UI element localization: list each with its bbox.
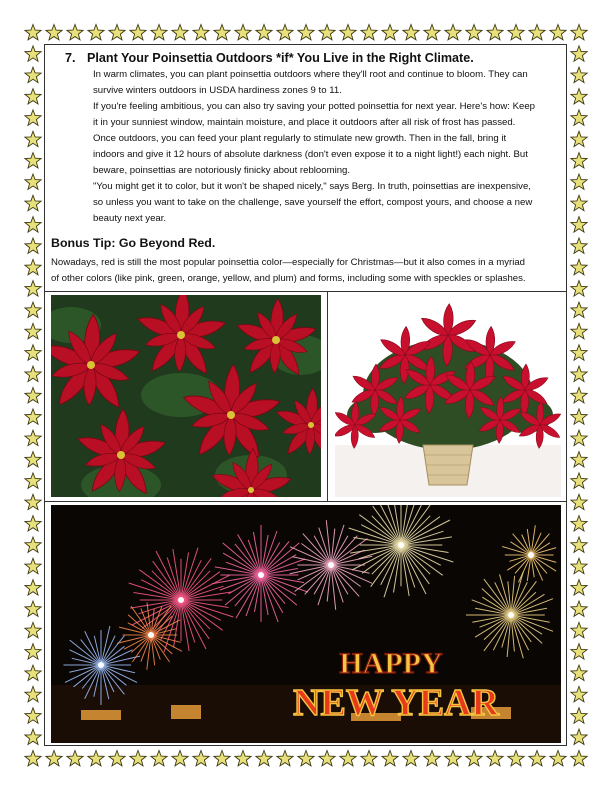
border-star-icon	[466, 25, 482, 40]
border-star-icon	[25, 430, 41, 445]
border-star-icon	[172, 25, 188, 40]
border-star-icon	[151, 25, 167, 40]
section-7-line: Once outdoors, you can feed your plant regularly to stimulate new growth. Then in the fall, bring it	[93, 133, 507, 144]
border-star-icon	[25, 110, 41, 125]
banner-new-year: NEW YEAR	[293, 682, 499, 724]
border-star-icon	[214, 25, 230, 40]
border-star-icon	[403, 751, 419, 766]
border-star-icon	[571, 751, 587, 766]
border-star-icon	[25, 580, 41, 595]
border-star-icon	[382, 751, 398, 766]
border-star-icon	[25, 494, 41, 509]
border-star-icon	[571, 558, 587, 573]
border-star-icon	[571, 494, 587, 509]
border-star-icon	[88, 751, 104, 766]
border-star-icon	[256, 25, 272, 40]
border-star-icon	[25, 25, 41, 40]
border-star-icon	[571, 46, 587, 61]
border-star-icon	[214, 751, 230, 766]
border-star-icon	[235, 751, 251, 766]
border-star-icon	[25, 238, 41, 253]
border-star-icon	[529, 25, 545, 40]
section-7-line: "You might get it to color, but it won't be shaped nicely," says Berg. In truth, poinsettias are inexpensive,	[93, 181, 531, 192]
section-7-title: Plant Your Poinsettia Outdoors *if* You Live in the Right Climate.	[87, 51, 474, 65]
border-star-icon	[571, 217, 587, 232]
border-star-icon	[25, 537, 41, 552]
border-star-icon	[571, 409, 587, 424]
border-star-icon	[382, 25, 398, 40]
border-star-icon	[361, 751, 377, 766]
text-section	[45, 45, 566, 291]
border-star-icon	[151, 751, 167, 766]
bonus-tip-heading: Bonus Tip: Go Beyond Red.	[51, 236, 216, 250]
poinsettia-closeup-photo	[51, 295, 321, 497]
border-star-icon	[25, 281, 41, 296]
border-star-icon	[25, 452, 41, 467]
border-star-icon	[25, 686, 41, 701]
border-star-icon	[571, 345, 587, 360]
border-star-icon	[571, 131, 587, 146]
border-star-icon	[130, 25, 146, 40]
section-7-number: 7.	[65, 51, 76, 65]
border-star-icon	[25, 601, 41, 616]
border-star-icon	[550, 751, 566, 766]
border-star-icon	[571, 238, 587, 253]
border-star-icon	[25, 67, 41, 82]
border-star-icon	[571, 323, 587, 338]
border-star-icon	[25, 751, 41, 766]
border-star-icon	[445, 751, 461, 766]
section-7-line: If you're feeling ambitious, you can also try saving your potted poinsettia for next year. Here's how: Keep	[93, 101, 536, 112]
border-star-icon	[508, 751, 524, 766]
border-star-icon	[193, 751, 209, 766]
border-star-icon	[571, 430, 587, 445]
border-star-icon	[571, 686, 587, 701]
border-star-icon	[445, 25, 461, 40]
border-star-icon	[466, 751, 482, 766]
border-star-icon	[571, 537, 587, 552]
border-star-icon	[25, 644, 41, 659]
border-star-icon	[508, 25, 524, 40]
section-7-line: beauty next year.	[93, 213, 167, 224]
border-star-icon	[25, 323, 41, 338]
border-star-icon	[25, 388, 41, 403]
table-divider	[45, 501, 566, 502]
border-star-icon	[25, 153, 41, 168]
border-star-icon	[571, 601, 587, 616]
border-star-icon	[109, 25, 125, 40]
border-star-icon	[571, 473, 587, 488]
border-star-icon	[571, 452, 587, 467]
border-star-icon	[571, 174, 587, 189]
border-star-icon	[25, 131, 41, 146]
border-star-icon	[571, 259, 587, 274]
border-star-icon	[277, 25, 293, 40]
banner-happy: HAPPY	[339, 647, 443, 680]
border-star-icon	[25, 89, 41, 104]
border-star-icon	[571, 665, 587, 680]
border-star-icon	[424, 751, 440, 766]
border-star-icon	[319, 25, 335, 40]
border-star-icon	[361, 25, 377, 40]
border-star-icon	[25, 516, 41, 531]
border-star-icon	[571, 622, 587, 637]
border-star-icon	[193, 25, 209, 40]
border-star-icon	[277, 751, 293, 766]
bonus-tip-line: of other colors (like pink, green, orange, yellow, and plum) and forms, including some with speckles or splashes.	[51, 273, 526, 284]
table-divider	[45, 291, 566, 292]
border-star-icon	[67, 751, 83, 766]
border-star-icon	[25, 729, 41, 744]
border-star-icon	[172, 751, 188, 766]
border-star-icon	[571, 366, 587, 381]
border-star-icon	[25, 345, 41, 360]
border-star-icon	[298, 751, 314, 766]
border-star-icon	[424, 25, 440, 40]
section-7-body	[51, 67, 560, 227]
border-star-icon	[571, 388, 587, 403]
border-star-icon	[46, 751, 62, 766]
border-star-icon	[571, 281, 587, 296]
border-star-icon	[256, 751, 272, 766]
border-star-icon	[571, 516, 587, 531]
border-star-icon	[571, 302, 587, 317]
border-star-icon	[25, 665, 41, 680]
border-star-icon	[25, 409, 41, 424]
border-star-icon	[571, 644, 587, 659]
border-star-icon	[25, 473, 41, 488]
border-star-icon	[25, 217, 41, 232]
border-star-icon	[25, 558, 41, 573]
potted-poinsettia-photo	[335, 295, 561, 497]
border-star-icon	[571, 110, 587, 125]
border-star-icon	[130, 751, 146, 766]
section-7-heading	[51, 49, 560, 67]
border-star-icon	[340, 751, 356, 766]
section-7-line: beware, poinsettias are notoriously finicky about reblooming.	[93, 165, 351, 176]
section-7-line: so unless you want to take on the challenge, save yourself the effort, compost yours, and choose a new	[93, 197, 533, 208]
content-frame	[44, 44, 567, 746]
section-7-line: survive winters outdoors in USDA hardiness zones 9 to 11.	[93, 85, 342, 96]
border-star-icon	[25, 259, 41, 274]
border-star-icon	[340, 25, 356, 40]
border-star-icon	[25, 708, 41, 723]
border-star-icon	[25, 366, 41, 381]
border-star-icon	[235, 25, 251, 40]
border-star-icon	[25, 622, 41, 637]
bonus-tip-line: Nowadays, red is still the most popular poinsettia color—especially for Christmas—but it also comes in a myriad	[51, 257, 526, 268]
border-star-icon	[319, 751, 335, 766]
border-star-icon	[109, 751, 125, 766]
border-star-icon	[571, 708, 587, 723]
border-star-icon	[571, 153, 587, 168]
border-star-icon	[529, 751, 545, 766]
border-star-icon	[25, 195, 41, 210]
border-star-icon	[571, 195, 587, 210]
border-star-icon	[88, 25, 104, 40]
section-7-line: it in your sunniest window, maintain moisture, and place it outdoors after all risk of frost has passed.	[93, 117, 516, 128]
happy-new-year-fireworks-photo	[51, 505, 561, 743]
section-7-line: In warm climates, you can plant poinsettia outdoors where they'll root and continue to bloom. They can	[93, 69, 528, 80]
border-star-icon	[25, 46, 41, 61]
border-star-icon	[67, 25, 83, 40]
border-star-icon	[571, 89, 587, 104]
border-star-icon	[550, 25, 566, 40]
table-divider	[327, 291, 328, 501]
border-star-icon	[571, 729, 587, 744]
border-star-icon	[298, 25, 314, 40]
border-star-icon	[25, 174, 41, 189]
section-7-line: indoors and give it 12 hours of absolute darkness (don't even expose it to a night light!) each night. But	[93, 149, 528, 160]
border-star-icon	[25, 302, 41, 317]
border-star-icon	[46, 25, 62, 40]
border-star-icon	[487, 25, 503, 40]
border-star-icon	[403, 25, 419, 40]
border-star-icon	[571, 67, 587, 82]
border-star-icon	[487, 751, 503, 766]
border-star-icon	[571, 25, 587, 40]
border-star-icon	[571, 580, 587, 595]
